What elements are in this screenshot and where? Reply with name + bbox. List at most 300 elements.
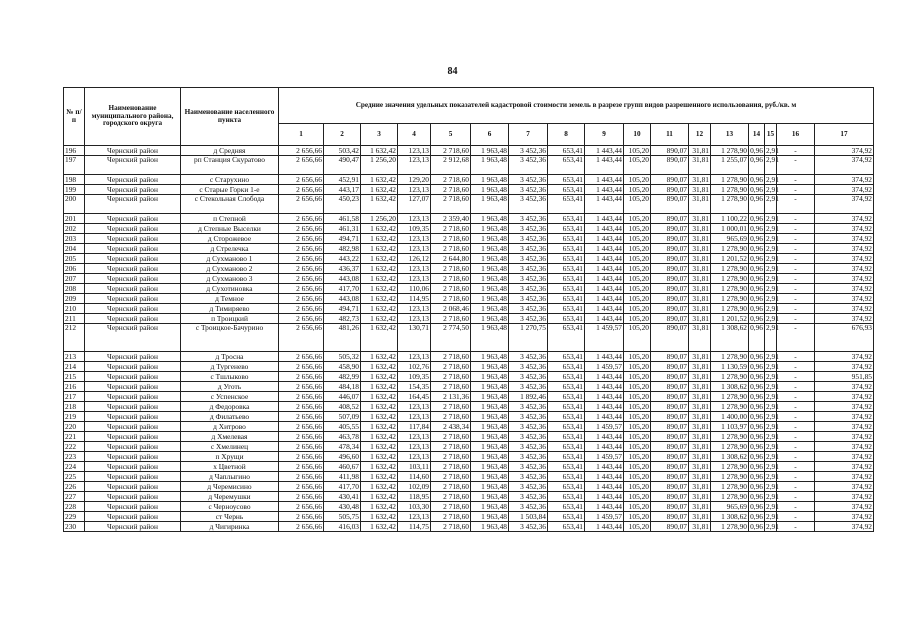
value-cell: - bbox=[777, 462, 815, 472]
value-cell: - bbox=[777, 372, 815, 382]
value-cell: 2,91 bbox=[766, 313, 779, 323]
row-number: 226 bbox=[64, 482, 85, 492]
value-cell: 1 278,90 bbox=[711, 352, 749, 362]
value-cell: 374,92 bbox=[815, 264, 874, 274]
value-cell: 1 443,44 bbox=[585, 294, 624, 304]
value-cell: 2,91 bbox=[766, 401, 779, 411]
value-cell: 3 452,36 bbox=[509, 452, 548, 462]
value-cell: 1 963,48 bbox=[471, 324, 509, 352]
value-cell: 653,41 bbox=[548, 324, 585, 352]
value-cell: 1 278,90 bbox=[711, 284, 749, 294]
value-cell: 31,81 bbox=[689, 304, 711, 314]
value-cell: 1 443,44 bbox=[585, 382, 624, 392]
value-cell: 3 452,36 bbox=[509, 284, 548, 294]
value-cell: 890,07 bbox=[651, 304, 689, 314]
value-cell: 123,13 bbox=[398, 185, 431, 195]
value-cell: 890,07 bbox=[651, 362, 689, 372]
value-cell: 890,07 bbox=[651, 412, 689, 422]
value-cell: 114,60 bbox=[398, 472, 431, 482]
value-cell: 0,96 bbox=[750, 223, 763, 233]
value-cell: 3 452,36 bbox=[509, 402, 548, 412]
header-settlement: Наименование населенного пункта bbox=[181, 88, 279, 146]
table-row bbox=[64, 146, 874, 156]
value-cell: 653,41 bbox=[548, 472, 585, 482]
value-cell: 653,41 bbox=[548, 264, 585, 274]
settlement-name: д Стрелечка bbox=[181, 244, 279, 254]
settlement-name: д Чигиринка bbox=[181, 522, 279, 532]
settlement-name: д Хитрово bbox=[181, 422, 279, 432]
value-cell: 31,81 bbox=[689, 432, 711, 442]
value-cell: 1 963,48 bbox=[471, 522, 509, 532]
value-cell: 2 718,60 bbox=[431, 442, 471, 452]
value-cell: 2 656,66 bbox=[279, 224, 324, 234]
row-number: 228 bbox=[64, 502, 85, 512]
value-cell: 505,32 bbox=[324, 352, 361, 362]
value-cell: 2 656,66 bbox=[279, 304, 324, 314]
value-cell: 890,07 bbox=[651, 402, 689, 412]
value-cell: 653,41 bbox=[548, 294, 585, 304]
value-cell: 31,81 bbox=[689, 175, 711, 185]
value-cell: 2 718,60 bbox=[431, 502, 471, 512]
value-cell: 1 201,52 bbox=[711, 314, 749, 324]
value-cell: 3 452,36 bbox=[509, 175, 548, 185]
settlement-name: д Черемисино bbox=[181, 482, 279, 492]
value-cell: 653,41 bbox=[548, 382, 585, 392]
value-cell: 2 718,60 bbox=[431, 284, 471, 294]
settlement-name: п Степной bbox=[181, 214, 279, 224]
value-cell: 653,41 bbox=[548, 442, 585, 452]
district-name: Чернский район bbox=[85, 482, 181, 492]
value-cell: 1 963,48 bbox=[471, 304, 509, 314]
value-cell: 374,92 bbox=[815, 254, 874, 264]
value-cell: 1 632,42 bbox=[361, 442, 398, 452]
district-name: Чернский район bbox=[85, 362, 181, 372]
value-cell: 123,13 bbox=[398, 352, 431, 362]
value-cell: - bbox=[777, 352, 815, 362]
value-cell: 2 656,66 bbox=[279, 372, 324, 382]
value-cell: 2 774,50 bbox=[431, 324, 471, 352]
value-cell: 2,91 bbox=[766, 243, 779, 253]
value-cell: 653,41 bbox=[548, 284, 585, 294]
row-number: 225 bbox=[64, 472, 85, 482]
value-cell: 653,41 bbox=[548, 402, 585, 412]
value-cell: 31,81 bbox=[689, 442, 711, 452]
district-name: Чернский район bbox=[85, 214, 181, 224]
value-cell: 105,20 bbox=[624, 452, 651, 462]
value-cell: 0,96 bbox=[750, 273, 763, 283]
value-cell: 2,91 bbox=[766, 431, 779, 441]
value-cell: 0,96 bbox=[750, 491, 763, 501]
table-row bbox=[64, 422, 874, 432]
value-cell: 105,20 bbox=[624, 284, 651, 294]
table-row bbox=[64, 382, 874, 392]
value-cell: 2 656,66 bbox=[279, 146, 324, 156]
value-cell: 2,91 bbox=[766, 471, 779, 481]
value-cell: 1 130,59 bbox=[711, 362, 749, 372]
value-cell: 416,03 bbox=[324, 522, 361, 532]
value-cell: 105,20 bbox=[624, 185, 651, 195]
value-cell: 2 718,60 bbox=[431, 512, 471, 522]
district-name: Чернский район bbox=[85, 324, 181, 352]
value-cell: 2 656,66 bbox=[279, 382, 324, 392]
table-row bbox=[64, 512, 874, 522]
value-cell: 2,91 bbox=[766, 521, 779, 531]
value-cell: 1 459,57 bbox=[585, 452, 624, 462]
value-cell: 374,92 bbox=[815, 185, 874, 195]
value-cell: 123,13 bbox=[398, 156, 431, 175]
value-cell: 2 644,80 bbox=[431, 254, 471, 264]
value-cell: 2 656,66 bbox=[279, 442, 324, 452]
value-cell: 109,35 bbox=[398, 224, 431, 234]
value-cell: 3 452,36 bbox=[509, 422, 548, 432]
value-cell: 31,81 bbox=[689, 146, 711, 156]
value-cell: 1 443,44 bbox=[585, 146, 624, 156]
value-cell: 2,91 bbox=[766, 283, 779, 293]
value-cell: 2 656,66 bbox=[279, 195, 324, 214]
row-number: 218 bbox=[64, 402, 85, 412]
row-number: 219 bbox=[64, 412, 85, 422]
value-cell: - bbox=[777, 502, 815, 512]
value-cell: 890,07 bbox=[651, 352, 689, 362]
row-number: 220 bbox=[64, 422, 85, 432]
value-cell: 1 278,90 bbox=[711, 392, 749, 402]
value-cell: 653,41 bbox=[548, 422, 585, 432]
value-cell: 0,96 bbox=[750, 521, 763, 531]
value-cell: 3 452,36 bbox=[509, 382, 548, 392]
table-row bbox=[64, 502, 874, 512]
row-number: 208 bbox=[64, 284, 85, 294]
table-row bbox=[64, 314, 874, 324]
table-row bbox=[64, 224, 874, 234]
value-cell: 458,90 bbox=[324, 362, 361, 372]
value-cell: 105,20 bbox=[624, 372, 651, 382]
value-cell: 374,92 bbox=[815, 522, 874, 532]
value-cell: - bbox=[777, 324, 815, 352]
value-cell: 2 718,60 bbox=[431, 224, 471, 234]
value-cell: 105,20 bbox=[624, 224, 651, 234]
value-cell: 3 452,36 bbox=[509, 244, 548, 254]
value-cell: 1 255,07 bbox=[711, 156, 749, 175]
value-cell: 31,81 bbox=[689, 512, 711, 522]
value-cell: 965,69 bbox=[711, 234, 749, 244]
value-cell: 0,96 bbox=[749, 324, 765, 352]
value-cell: 494,71 bbox=[324, 304, 361, 314]
value-cell: 890,07 bbox=[651, 372, 689, 382]
district-name: Чернский район bbox=[85, 422, 181, 432]
value-cell: 2 656,66 bbox=[279, 324, 324, 352]
value-cell: - bbox=[777, 304, 815, 314]
table-row bbox=[64, 175, 874, 185]
value-cell: 2 656,66 bbox=[279, 175, 324, 185]
value-cell: 0,96 bbox=[749, 195, 765, 214]
value-cell: 1 308,62 bbox=[711, 324, 749, 352]
value-cell: 460,67 bbox=[324, 462, 361, 472]
value-cell: 2 718,60 bbox=[431, 195, 471, 214]
settlement-name: д Сторожевое bbox=[181, 234, 279, 244]
value-cell: - bbox=[777, 234, 815, 244]
value-cell: 31,81 bbox=[689, 234, 711, 244]
value-cell: 31,81 bbox=[689, 324, 711, 352]
value-cell: 31,81 bbox=[689, 482, 711, 492]
value-cell: 0,96 bbox=[750, 184, 763, 194]
value-cell: 1 963,48 bbox=[471, 146, 509, 156]
value-cell: 1 632,42 bbox=[361, 512, 398, 522]
value-cell: 3 452,36 bbox=[509, 185, 548, 195]
value-cell: 105,20 bbox=[624, 472, 651, 482]
value-cell: 452,91 bbox=[324, 175, 361, 185]
value-cell: 114,75 bbox=[398, 522, 431, 532]
value-cell: - bbox=[777, 156, 815, 175]
settlement-name: д Черемушки bbox=[181, 492, 279, 502]
column-number: 13 bbox=[711, 124, 749, 146]
value-cell: 1 443,44 bbox=[585, 502, 624, 512]
value-cell: 123,13 bbox=[398, 442, 431, 452]
value-cell: 2,91 bbox=[766, 361, 779, 371]
value-cell: 374,92 bbox=[815, 432, 874, 442]
value-cell: - bbox=[777, 284, 815, 294]
value-cell: 31,81 bbox=[689, 382, 711, 392]
page-number: 84 bbox=[447, 66, 458, 77]
value-cell: 1 963,48 bbox=[471, 362, 509, 372]
table-row bbox=[64, 362, 874, 372]
value-cell: 1 632,42 bbox=[361, 274, 398, 284]
value-cell: 1 443,44 bbox=[585, 412, 624, 422]
value-cell: 890,07 bbox=[651, 382, 689, 392]
value-cell: 890,07 bbox=[651, 314, 689, 324]
value-cell: 2 718,60 bbox=[431, 522, 471, 532]
value-cell: 2 656,66 bbox=[279, 234, 324, 244]
value-cell: 2 718,60 bbox=[431, 185, 471, 195]
value-cell: 890,07 bbox=[651, 274, 689, 284]
value-cell: 653,41 bbox=[548, 362, 585, 372]
settlement-name: д Филатьево bbox=[181, 412, 279, 422]
district-name: Чернский район bbox=[85, 254, 181, 264]
row-number: 201 bbox=[64, 214, 85, 224]
district-name: Чернский район bbox=[85, 314, 181, 324]
value-cell: 1 278,90 bbox=[711, 146, 749, 156]
table-row bbox=[64, 492, 874, 502]
value-cell: 890,07 bbox=[651, 244, 689, 254]
value-cell: 3 452,36 bbox=[509, 224, 548, 234]
table-row bbox=[64, 185, 874, 195]
value-cell: 374,92 bbox=[815, 382, 874, 392]
settlement-name: ст Чернь bbox=[181, 512, 279, 522]
value-cell: 1 963,48 bbox=[471, 244, 509, 254]
row-number: 216 bbox=[64, 382, 85, 392]
value-cell: 374,92 bbox=[815, 244, 874, 254]
value-cell: 1 308,62 bbox=[711, 382, 749, 392]
value-cell: 114,95 bbox=[398, 294, 431, 304]
value-cell: 2,91 bbox=[765, 156, 777, 175]
settlement-name: д Тимиряево bbox=[181, 304, 279, 314]
column-number: 14 bbox=[749, 124, 765, 146]
value-cell: 653,41 bbox=[548, 175, 585, 185]
value-cell: 2 656,66 bbox=[279, 452, 324, 462]
value-cell: 2 718,60 bbox=[431, 412, 471, 422]
value-cell: 374,92 bbox=[815, 352, 874, 362]
value-cell: 890,07 bbox=[651, 442, 689, 452]
value-cell: 123,13 bbox=[398, 214, 431, 224]
value-cell: 653,41 bbox=[548, 412, 585, 422]
table-row bbox=[64, 264, 874, 274]
value-cell: 105,20 bbox=[624, 146, 651, 156]
settlement-name: д Федоровка bbox=[181, 402, 279, 412]
row-number: 212 bbox=[64, 324, 85, 352]
value-cell: 1 278,90 bbox=[711, 264, 749, 274]
value-cell: 1 103,97 bbox=[711, 422, 749, 432]
value-cell: 2 718,60 bbox=[431, 234, 471, 244]
value-cell: 123,13 bbox=[398, 402, 431, 412]
row-number: 203 bbox=[64, 234, 85, 244]
row-number: 224 bbox=[64, 462, 85, 472]
value-cell: 1 270,75 bbox=[509, 324, 548, 352]
value-cell: 411,98 bbox=[324, 472, 361, 482]
table-row bbox=[64, 304, 874, 314]
value-cell: 0,96 bbox=[750, 461, 763, 471]
value-cell: 0,96 bbox=[750, 381, 763, 391]
value-cell: 105,20 bbox=[624, 492, 651, 502]
value-cell: 1 443,44 bbox=[585, 156, 624, 175]
value-cell: 105,20 bbox=[624, 462, 651, 472]
table-header bbox=[64, 88, 874, 146]
value-cell: 31,81 bbox=[689, 352, 711, 362]
value-cell: 1 278,90 bbox=[711, 372, 749, 382]
value-cell: 2 718,60 bbox=[431, 452, 471, 462]
value-cell: 1 632,42 bbox=[361, 412, 398, 422]
value-cell: 890,07 bbox=[651, 284, 689, 294]
value-cell: - bbox=[777, 422, 815, 432]
value-cell: 1 278,90 bbox=[711, 462, 749, 472]
value-cell: 31,81 bbox=[689, 492, 711, 502]
value-cell: 1 278,90 bbox=[711, 185, 749, 195]
table-row bbox=[64, 195, 874, 214]
value-cell: 31,81 bbox=[689, 472, 711, 482]
value-cell: 3 452,36 bbox=[509, 264, 548, 274]
value-cell: 0,96 bbox=[750, 303, 763, 313]
value-cell: 374,92 bbox=[815, 214, 874, 224]
value-cell: 31,81 bbox=[689, 294, 711, 304]
value-cell: - bbox=[777, 432, 815, 442]
value-cell: 1 963,48 bbox=[471, 284, 509, 294]
value-cell: 2 656,66 bbox=[279, 244, 324, 254]
value-cell: 1 443,44 bbox=[585, 234, 624, 244]
value-cell: 123,13 bbox=[398, 512, 431, 522]
value-cell: 0,96 bbox=[750, 253, 763, 263]
value-cell: 1 963,48 bbox=[471, 214, 509, 224]
value-cell: 1 632,42 bbox=[361, 382, 398, 392]
value-cell: 1 443,44 bbox=[585, 522, 624, 532]
value-cell: 405,55 bbox=[324, 422, 361, 432]
district-name: Чернский район bbox=[85, 352, 181, 362]
value-cell: 374,92 bbox=[815, 175, 874, 185]
settlement-name: д Сухманово 2 bbox=[181, 264, 279, 274]
value-cell: 105,20 bbox=[624, 195, 651, 214]
value-cell: 1 963,48 bbox=[471, 442, 509, 452]
district-name: Чернский район bbox=[85, 522, 181, 532]
value-cell: 3 452,36 bbox=[509, 482, 548, 492]
value-cell: 0,96 bbox=[750, 471, 763, 481]
value-cell: 2,91 bbox=[766, 303, 779, 313]
value-cell: 31,81 bbox=[689, 372, 711, 382]
value-cell: 2 656,66 bbox=[279, 492, 324, 502]
value-cell: 1 632,42 bbox=[361, 185, 398, 195]
row-number: 206 bbox=[64, 264, 85, 274]
value-cell: 3 452,36 bbox=[509, 294, 548, 304]
value-cell: 2 718,60 bbox=[431, 352, 471, 362]
value-cell: 463,78 bbox=[324, 432, 361, 442]
value-cell: 653,41 bbox=[548, 462, 585, 472]
value-cell: 31,81 bbox=[689, 402, 711, 412]
value-cell: 31,81 bbox=[689, 462, 711, 472]
value-cell: 890,07 bbox=[651, 392, 689, 402]
value-cell: 430,41 bbox=[324, 492, 361, 502]
value-cell: 1 632,42 bbox=[361, 234, 398, 244]
value-cell: 890,07 bbox=[651, 185, 689, 195]
value-cell: 374,92 bbox=[815, 146, 874, 156]
value-cell: 1 963,48 bbox=[471, 224, 509, 234]
value-cell: 1 459,57 bbox=[585, 422, 624, 432]
value-cell: 2,91 bbox=[766, 233, 779, 243]
settlement-name: с Троицкое-Бачурино bbox=[181, 324, 279, 352]
district-name: Чернский район bbox=[85, 156, 181, 175]
value-cell: 105,20 bbox=[624, 244, 651, 254]
value-cell: 31,81 bbox=[689, 314, 711, 324]
value-cell: 2 718,60 bbox=[431, 492, 471, 502]
value-cell: 2,91 bbox=[766, 421, 779, 431]
value-cell: 1 443,44 bbox=[585, 214, 624, 224]
district-name: Чернский район bbox=[85, 432, 181, 442]
row-number: 211 bbox=[64, 314, 85, 324]
value-cell: 1 278,90 bbox=[711, 274, 749, 284]
value-cell: 2 718,60 bbox=[431, 432, 471, 442]
value-cell: 890,07 bbox=[651, 502, 689, 512]
settlement-name: с Стекольная Слобода bbox=[181, 195, 279, 214]
value-cell: 105,20 bbox=[624, 362, 651, 372]
district-name: Чернский район bbox=[85, 402, 181, 412]
district-name: Чернский район bbox=[85, 372, 181, 382]
value-cell: 31,81 bbox=[689, 274, 711, 284]
district-name: Чернский район bbox=[85, 512, 181, 522]
value-cell: 490,47 bbox=[324, 156, 361, 175]
value-cell: 653,41 bbox=[548, 224, 585, 234]
value-cell: 374,92 bbox=[815, 452, 874, 462]
value-cell: 164,45 bbox=[398, 392, 431, 402]
value-cell: 105,20 bbox=[624, 352, 651, 362]
value-cell: 2 656,66 bbox=[279, 462, 324, 472]
value-cell: 0,96 bbox=[750, 431, 763, 441]
value-cell: 123,13 bbox=[398, 274, 431, 284]
value-cell: 1 963,48 bbox=[471, 185, 509, 195]
value-cell: 1 632,42 bbox=[361, 522, 398, 532]
value-cell: 1 963,48 bbox=[471, 452, 509, 462]
value-cell: 1 963,48 bbox=[471, 392, 509, 402]
row-number: 221 bbox=[64, 432, 85, 442]
value-cell: 0,96 bbox=[750, 421, 763, 431]
column-number: 7 bbox=[509, 124, 548, 146]
value-cell: 2 656,66 bbox=[279, 362, 324, 372]
value-cell: 482,99 bbox=[324, 372, 361, 382]
value-cell: 2,91 bbox=[766, 381, 779, 391]
value-cell: 436,37 bbox=[324, 264, 361, 274]
value-cell: 1 443,44 bbox=[585, 462, 624, 472]
table-row bbox=[64, 274, 874, 284]
value-cell: 443,22 bbox=[324, 254, 361, 264]
value-cell: 1 963,48 bbox=[471, 156, 509, 175]
value-cell: 374,92 bbox=[815, 462, 874, 472]
value-cell: 2,91 bbox=[766, 273, 779, 283]
table-row bbox=[64, 234, 874, 244]
settlement-name: д Уготь bbox=[181, 382, 279, 392]
